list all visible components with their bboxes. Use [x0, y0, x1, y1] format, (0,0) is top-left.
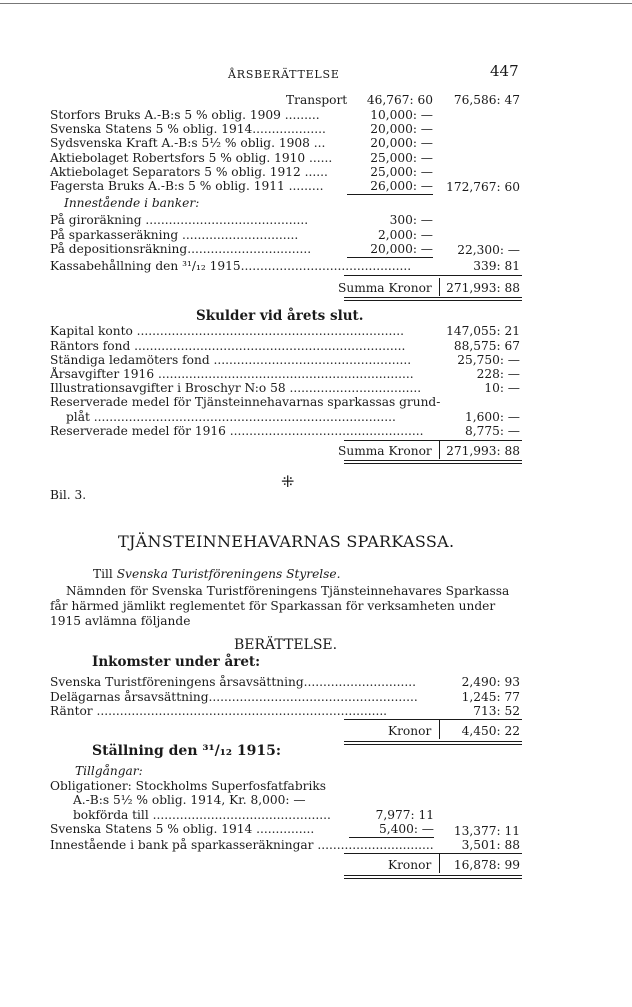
- transport-value-2: 76,586: 47: [453, 93, 520, 107]
- assets-sum-label: Kronor: [388, 858, 432, 872]
- rule: [347, 257, 433, 258]
- rule: [344, 853, 522, 854]
- assets-sum: 16,878: 99: [453, 858, 520, 872]
- bond-value: 20,000: —: [370, 136, 433, 150]
- liability-value: 1,600: —: [464, 410, 520, 424]
- income-value: 713: 52: [473, 704, 520, 718]
- asset-value: 5,400: —: [378, 822, 434, 836]
- paragraph-line: 1915 avlämna följande: [50, 614, 191, 628]
- rule: [344, 878, 522, 879]
- assets-heading: Tillgångar:: [75, 764, 143, 778]
- asset-value: 3,501: 88: [461, 838, 520, 852]
- bond-value: 10,000: —: [370, 108, 433, 122]
- liability-label: Illustrationsavgifter i Broschyr N:o 58 ..................................: [50, 381, 422, 395]
- bond-label: Svenska Statens 5 % oblig. 1914...................: [50, 122, 326, 136]
- report-title: BERÄTTELSE.: [234, 637, 338, 653]
- bank-heading: Innestående i banker:: [64, 196, 200, 210]
- section-title: TJÄNSTEINNEHAVARNAS SPARKASSA.: [118, 532, 455, 551]
- income-label: Delägarnas årsavsättning......................................................: [50, 690, 418, 704]
- rule: [344, 719, 522, 720]
- rule: [344, 440, 522, 441]
- bond-value: 26,000: —: [370, 179, 433, 193]
- bond-label: Storfors Bruks A.-B:s 5 % oblig. 1909 .........: [50, 108, 320, 122]
- liability-value: 147,055: 21: [446, 324, 520, 338]
- bank-value: 300: —: [389, 213, 433, 227]
- liability-value: 228: —: [476, 367, 520, 381]
- addressee-line: [93, 567, 341, 581]
- rule: [349, 837, 434, 838]
- rule: [344, 463, 522, 464]
- rule: [344, 275, 522, 276]
- liability-value: 25,750: —: [457, 353, 520, 367]
- addressee: Svenska Turistföreningens Styrelse.: [116, 567, 341, 581]
- paragraph-line: får härmed jämlikt reglementet för Sparkassan för verksamheten under: [50, 599, 496, 613]
- bond-value: 25,000: —: [370, 165, 433, 179]
- bond-label: Aktiebolaget Robertsfors 5 % oblig. 1910 ......: [50, 151, 333, 165]
- bank-value: 20,000: —: [370, 242, 433, 256]
- running-title: ÅRSBERÄTTELSE: [228, 68, 340, 81]
- liability-label: Årsavgifter 1916 ..................................................................: [50, 367, 414, 381]
- paragraph-line: Nämnden för Svenska Turistföreningens Tjänsteinnehavares Sparkassa: [66, 584, 510, 598]
- asset-total: 13,377: 11: [453, 824, 520, 838]
- addressee-prefix: Till: [93, 567, 113, 581]
- cash-label: Kassabehållning den ³¹/₁₂ 1915............................................: [50, 259, 412, 273]
- bond-label: Aktiebolaget Separators 5 % oblig. 1912 ......: [50, 165, 328, 179]
- liability-label: Ständiga ledamöters fond ...................................................: [50, 353, 412, 367]
- sum-value: 271,993: 88: [446, 281, 520, 295]
- asset-label: bokförda till ..............................................: [73, 808, 331, 822]
- asset-label: A.-B:s 5½ % oblig. 1914, Kr. 8,000: —: [73, 793, 306, 807]
- bond-label: Fagersta Bruks A.-B:s 5 % oblig. 1911 .........: [50, 179, 324, 193]
- rule: [347, 194, 433, 195]
- bond-label: Sydsvenska Kraft A.-B:s 5½ % oblig. 1908 ...: [50, 136, 326, 150]
- income-sum: 4,450: 22: [461, 724, 520, 738]
- rule: [344, 300, 522, 301]
- bank-label: På giroräkning ..........................................: [50, 213, 309, 227]
- banks-total: 22,300: —: [457, 243, 520, 257]
- page-number: 447: [490, 62, 519, 80]
- liability-label: Reserverade medel för 1916 ..................................................: [50, 424, 424, 438]
- bank-label: På depositionsräkning................................: [50, 242, 312, 256]
- rule: [344, 744, 522, 745]
- ornament: ⁜: [281, 472, 295, 491]
- rule: [344, 875, 522, 876]
- liability-label: plåt ..............................................................................: [66, 410, 396, 424]
- bank-value: 2,000: —: [377, 228, 433, 242]
- income-sum-label: Kronor: [388, 724, 432, 738]
- liability-label: Reserverade medel för Tjänsteinnehavarnas sparkassas grund-: [50, 395, 441, 409]
- bonds-total: 172,767: 60: [446, 180, 520, 194]
- sum-label: Summa Kronor: [338, 444, 432, 458]
- page-top-rule: [0, 3, 632, 4]
- position-heading: Ställning den ³¹/₁₂ 1915:: [92, 743, 282, 759]
- sum-label: Summa Kronor: [338, 281, 432, 295]
- asset-label: Innestående i bank på sparkasseräkningar ..............................: [50, 838, 434, 852]
- liability-value: 8,775: —: [464, 424, 520, 438]
- rule: [344, 460, 522, 461]
- cash-value: 339: 81: [473, 259, 520, 273]
- sum-value: 271,993: 88: [446, 444, 520, 458]
- asset-label: Obligationer: Stockholms Superfosfatfabriks: [50, 779, 326, 793]
- income-value: 1,245: 77: [461, 690, 520, 704]
- liability-value: 88,575: 67: [453, 339, 520, 353]
- rule: [344, 741, 522, 742]
- liability-label: Kapital konto .....................................................................: [50, 324, 404, 338]
- liabilities-title: Skulder vid årets slut.: [196, 308, 364, 324]
- liability-label: Räntors fond ......................................................................: [50, 339, 406, 353]
- rule: [344, 297, 522, 298]
- liability-value: 10: —: [484, 381, 520, 395]
- bond-value: 20,000: —: [370, 122, 433, 136]
- income-heading: Inkomster under året:: [92, 654, 261, 670]
- income-label: Räntor ...........................................................................: [50, 704, 388, 718]
- income-value: 2,490: 93: [461, 675, 520, 689]
- asset-label: Svenska Statens 5 % oblig. 1914 ...............: [50, 822, 315, 836]
- bond-value: 25,000: —: [370, 151, 433, 165]
- transport-value-1: 46,767: 60: [366, 93, 433, 107]
- bank-label: På sparkasseräkning ..............................: [50, 228, 299, 242]
- asset-value: 7,977: 11: [375, 808, 434, 822]
- transport-label: Transport: [286, 93, 348, 107]
- income-label: Svenska Turistföreningens årsavsättning.............................: [50, 675, 416, 689]
- appendix-label: Bil. 3.: [50, 488, 87, 502]
